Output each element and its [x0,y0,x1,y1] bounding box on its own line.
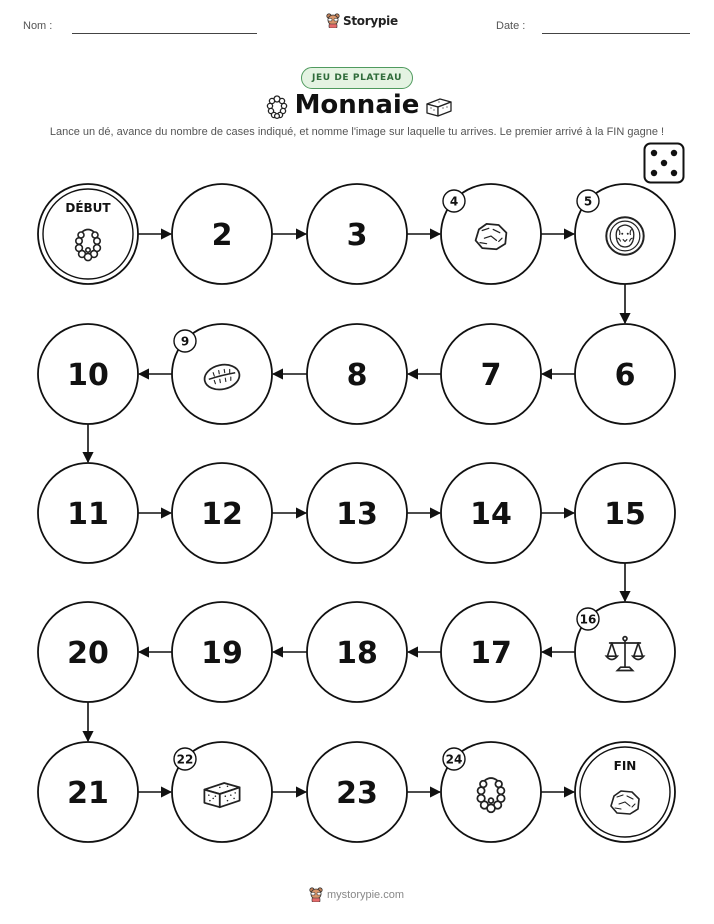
square-number: 15 [604,497,646,532]
board-square-22 [172,742,272,842]
board-square-8 [307,324,407,424]
brand-name: Storypie [343,13,398,28]
square-number: 13 [336,497,378,532]
start-label: DÉBUT [65,201,111,215]
square-number: 20 [67,636,109,671]
square-number: 11 [67,497,109,532]
square-number: 23 [336,776,378,811]
square-number: 8 [346,358,368,393]
board-square-13 [307,463,407,563]
lion-coin-icon [606,217,643,254]
game-instructions: Lance un dé, avance du nombre de cases indiqué, et nomme l'image sur laquelle tu arrives. Le premier arrivé à la FIN gagne ! [49,126,665,138]
square-number: 22 [176,752,194,767]
board-square-25 [575,742,675,842]
board-squares [38,184,675,842]
square-number: 5 [583,194,593,209]
page-title: Monnaie [294,90,420,120]
board-square-12 [172,463,272,563]
square-number: 2 [211,218,233,253]
square-number: 10 [67,358,109,393]
footer [309,887,404,902]
footer-url: mystorypie.com [327,888,405,901]
square-number: 3 [346,218,368,253]
board-square-24 [441,742,541,842]
name-label: Nom : [23,20,53,32]
game-type-badge: JEU DE PLATEAU [301,67,413,89]
date-label: Date : [496,20,526,32]
square-number: 12 [201,497,243,532]
square-number: 21 [67,776,109,811]
board-square-16 [575,602,675,702]
board-square-17 [441,602,541,702]
square-number: 14 [470,497,512,532]
square-number: 4 [449,194,459,209]
board-square-23 [307,742,407,842]
stone-icon [611,791,639,814]
square-number: 6 [614,358,636,393]
square-number: 24 [445,752,463,767]
square-number: 9 [180,334,190,349]
board-square-1 [38,184,138,284]
square-number: 19 [201,636,243,671]
board-square-14 [441,463,541,563]
board-square-21 [38,742,138,842]
board-square-11 [38,463,138,563]
board-square-19 [172,602,272,702]
stone-icon [476,224,507,249]
board-square-2 [172,184,272,284]
board-square-15 [575,463,675,563]
board-square-4 [441,184,541,284]
finish-label: FIN [613,759,637,773]
board-square-20 [38,602,138,702]
board-square-18 [307,602,407,702]
board-square-6 [575,324,675,424]
square-number: 18 [336,636,378,671]
board-square-7 [441,324,541,424]
square-number: 7 [480,358,502,393]
square-number: 16 [579,612,597,627]
bear-mascot-icon [309,887,323,902]
board-square-3 [307,184,407,284]
board-square-10 [38,324,138,424]
board-square-5 [575,184,675,284]
board-square-9 [172,324,272,424]
square-number: 17 [470,636,512,671]
